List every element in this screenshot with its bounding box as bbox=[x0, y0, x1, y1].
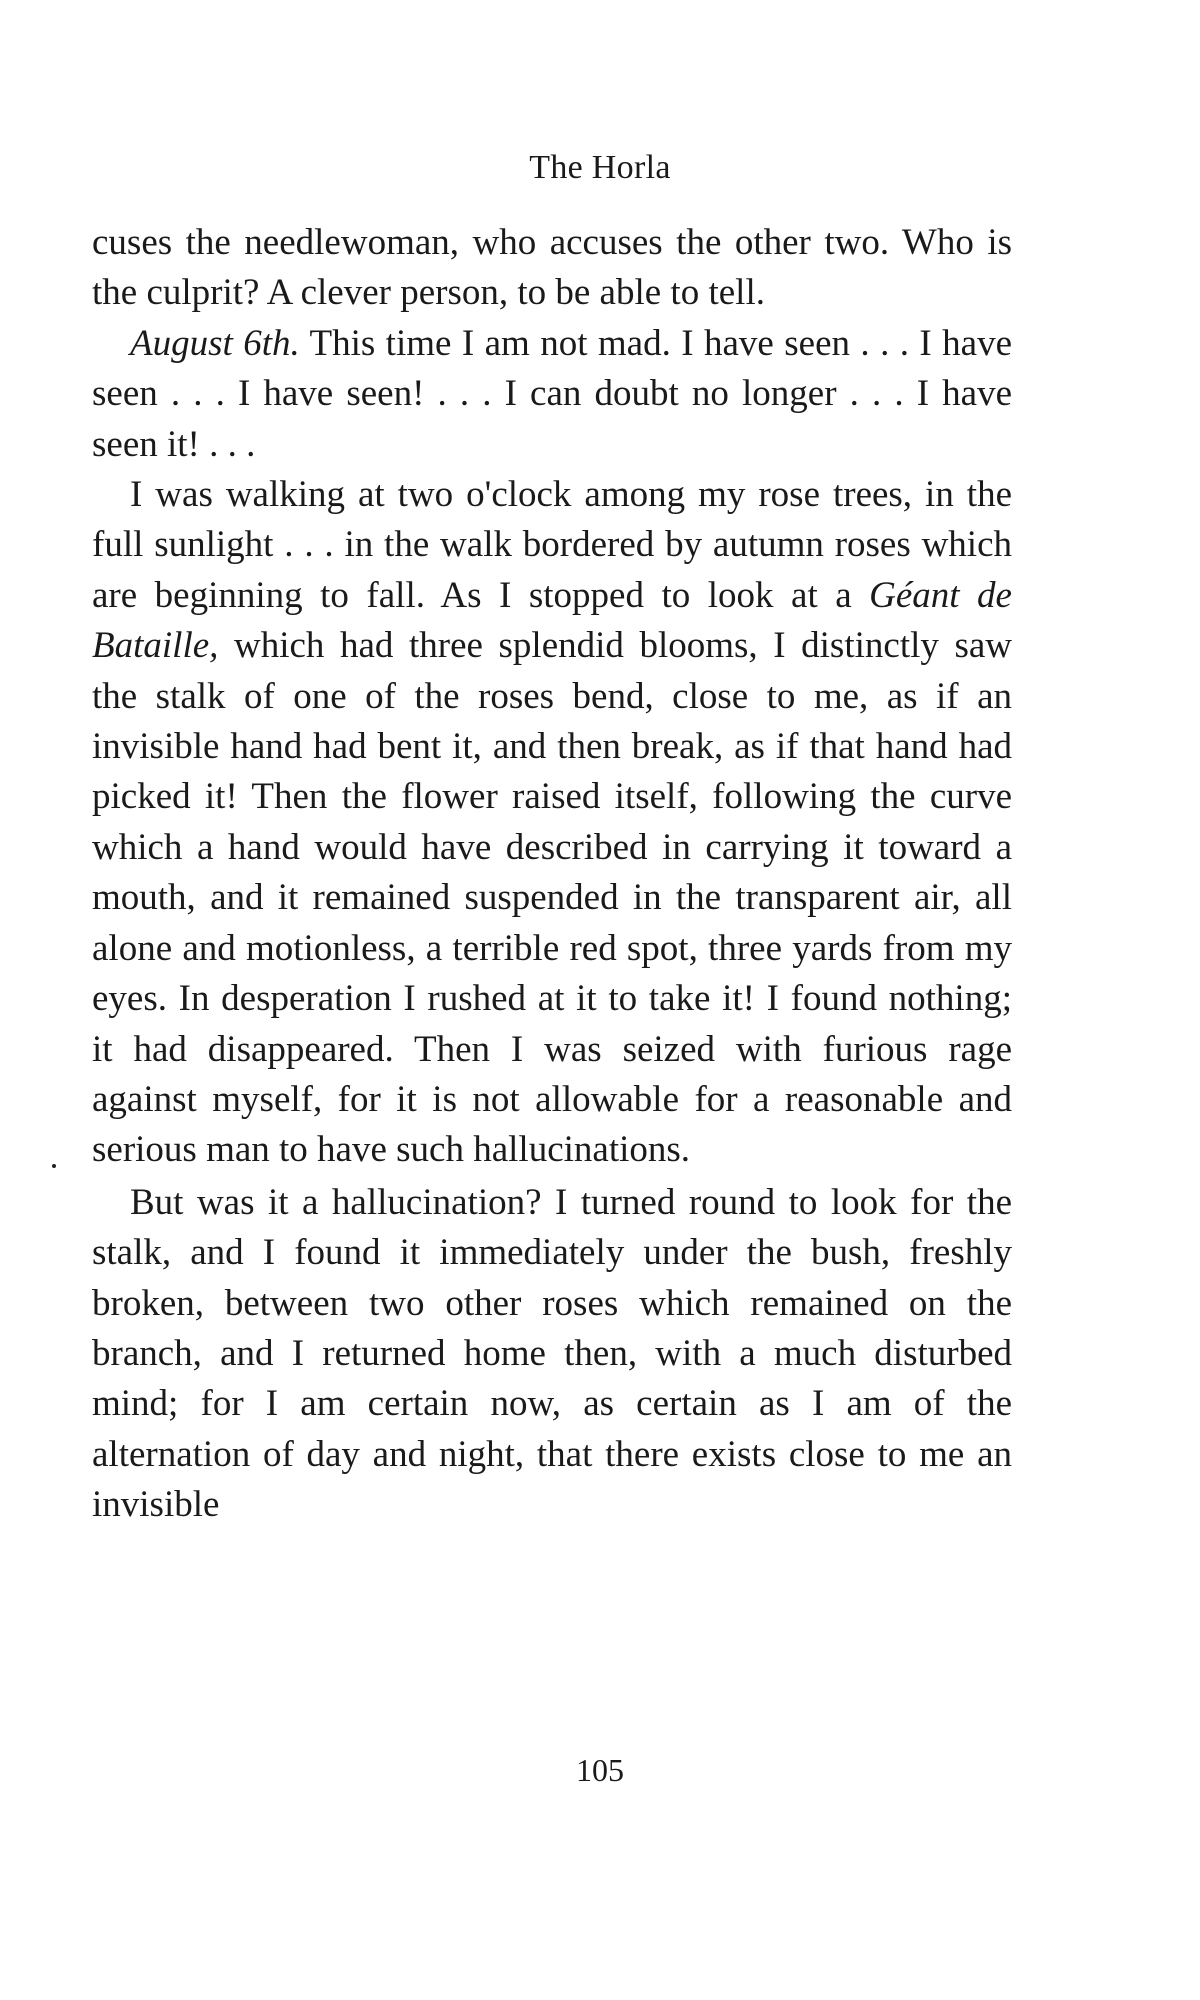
paragraph-text-before: I was walking at two o'clock among my rose trees, in the full sunlight . . . in the walk bordered by autumn roses which are beginning to fall. As I stopped to look at a bbox=[92, 474, 1012, 616]
entry-date: August 6th. bbox=[130, 322, 300, 364]
paragraph-rose-garden bbox=[92, 470, 1012, 1176]
body-text bbox=[92, 218, 1012, 1531]
margin-mark bbox=[52, 1164, 56, 1168]
page-number: 105 bbox=[576, 1752, 624, 1788]
paragraph-august-6th bbox=[92, 319, 1012, 470]
paragraph-continuation: cuses the needlewoman, who accuses the other two. Who is the culprit? A clever person, to be able to tell. bbox=[92, 222, 1012, 314]
paragraph-text-after: which had three splendid blooms, I distinctly saw the stalk of one of the roses bend, close to me, as if an invisible hand had bent it, and then break, as if that hand had picked it! Then the flower raised itself, following the curve which a hand would have described in carrying it toward a mouth, and it remained suspended in the transparent air, all alone and motionless, a terrible red spot, three yards from my eyes. In desperation I rushed at it to take it! I found nothing; it had disappeared. Then I was seized with furious rage against myself, for it is not allowable for a reasonable and serious man to have such hallucinations. bbox=[92, 625, 1012, 1171]
paragraph-text: This time I am not mad. I have seen . . . I have seen . . . I have seen! . . . I can doubt no longer . . . I have seen it! . . . bbox=[92, 322, 1012, 465]
rose-variety-name: Géant de Bataille, bbox=[92, 574, 1012, 667]
running-head: The Horla bbox=[529, 149, 671, 186]
paragraph-hallucination: But was it a hallucination? I turned round to look for the stalk, and I found it immediately under the bush, freshly broken, between two other roses which remained on the branch, and I returned home then, with a much disturbed mind; for I am certain now, as certain as I am of the alternation of day and night, that there exists close to me an invisible bbox=[92, 1181, 1012, 1526]
